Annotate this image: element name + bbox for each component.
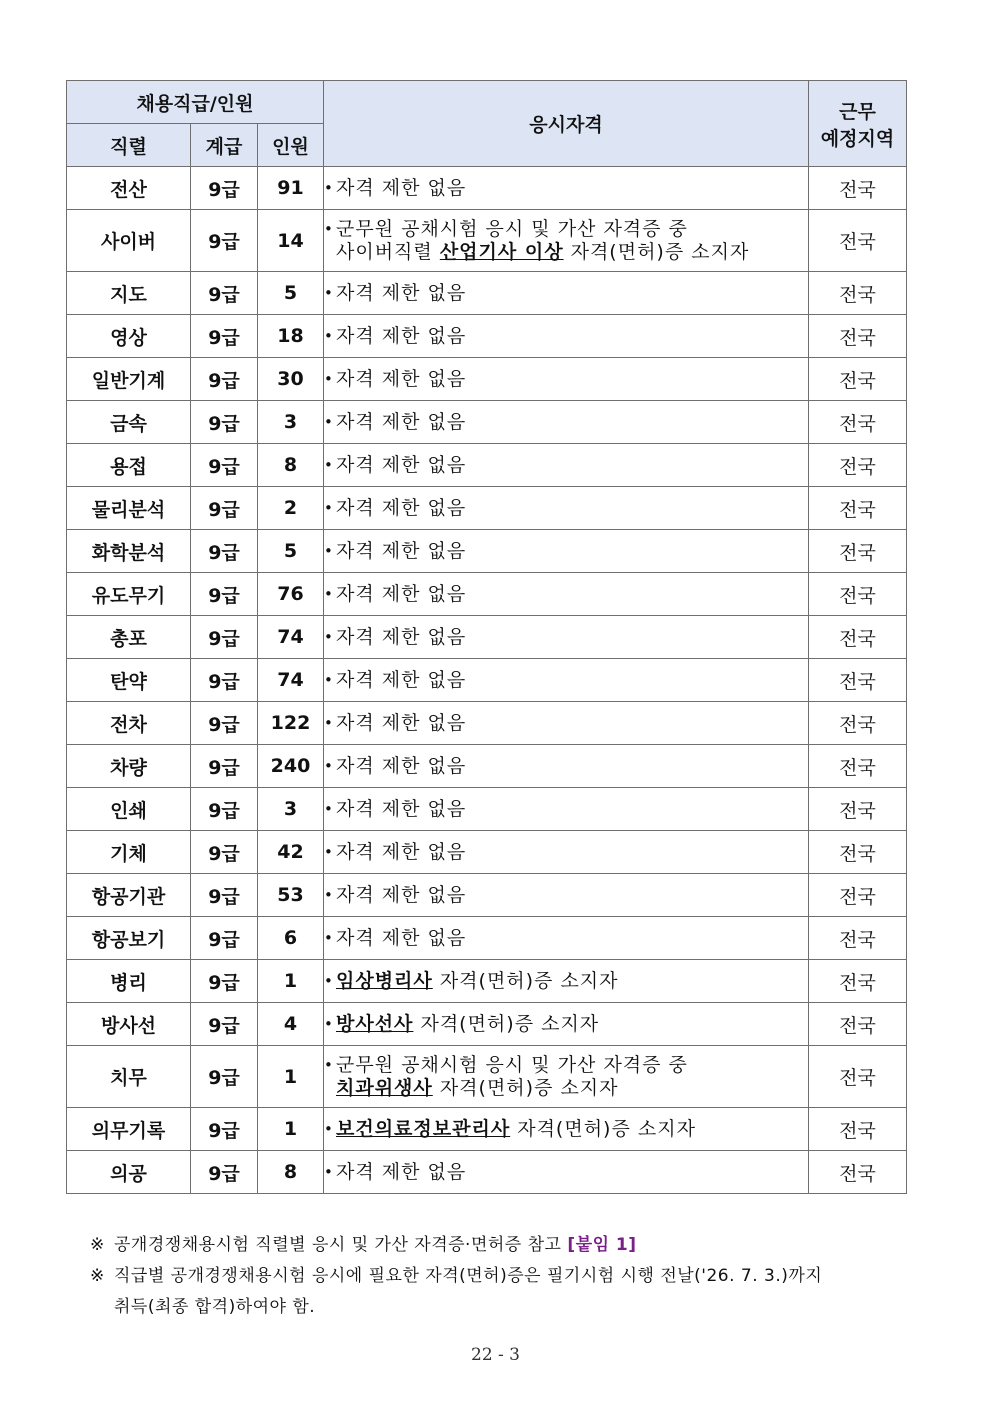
headcount-cell: 74: [258, 616, 324, 659]
qualification-segment: 자격 제한 없음: [336, 711, 467, 734]
qualification-segment: 자격 제한 없음: [336, 496, 467, 519]
job-series-cell: 차량: [67, 745, 191, 788]
job-series-cell: 화학분석: [67, 530, 191, 573]
qualification-cell: [324, 745, 809, 788]
table-row: [67, 530, 907, 573]
qualification-cell: [324, 444, 809, 487]
headcount-cell: 3: [258, 401, 324, 444]
headcount-cell: 3: [258, 788, 324, 831]
grade-cell: 9급: [191, 1151, 258, 1194]
bullet-icon: •: [324, 885, 333, 904]
header-recruit-group: 채용직급/인원: [67, 81, 324, 124]
region-cell: 전국: [809, 272, 907, 315]
qualification-text: [336, 841, 808, 864]
job-series-cell: 전차: [67, 702, 191, 745]
job-series-cell: 의공: [67, 1151, 191, 1194]
qualification-segment: 자격 제한 없음: [336, 1160, 467, 1183]
header-region: [809, 81, 907, 167]
region-cell: 전국: [809, 1046, 907, 1108]
qualification-segment: 자격 제한 없음: [336, 668, 467, 691]
qualification-cell: [324, 1108, 809, 1151]
qualification-segment: 자격 제한 없음: [336, 453, 467, 476]
bullet-icon: •: [324, 541, 333, 560]
job-series-cell: 지도: [67, 272, 191, 315]
qualification-line: [324, 218, 808, 241]
qualification-line: [324, 583, 808, 606]
headcount-cell: 4: [258, 1003, 324, 1046]
headcount-cell: 1: [258, 1108, 324, 1151]
grade-cell: 9급: [191, 315, 258, 358]
table-row: [67, 745, 907, 788]
qualification-segment: 자격 제한 없음: [336, 582, 467, 605]
qualification-text: [336, 1161, 808, 1184]
bullet-icon: •: [324, 283, 333, 302]
qualification-line: [324, 798, 808, 821]
header-headcount: 인원: [258, 124, 324, 167]
qualification-text: [336, 884, 808, 907]
qualification-text: [336, 798, 808, 821]
qualification-segment: 자격(면허)증 소지자: [413, 1012, 600, 1035]
headcount-cell: 2: [258, 487, 324, 530]
qualification-text: [336, 1013, 808, 1036]
qualification-segment: 자격 제한 없음: [336, 367, 467, 390]
grade-cell: 9급: [191, 530, 258, 573]
qualification-segment: 자격(면허)증 소지자: [432, 969, 619, 992]
table-row: [67, 167, 907, 210]
bullet-icon: •: [324, 412, 333, 431]
qualification-line: [324, 1161, 808, 1184]
grade-cell: 9급: [191, 573, 258, 616]
qualification-text: [336, 411, 808, 434]
job-series-cell: 방사선: [67, 1003, 191, 1046]
qualification-text: [336, 454, 808, 477]
qualification-segment: 자격 제한 없음: [336, 281, 467, 304]
table-row: [67, 444, 907, 487]
bullet-icon: •: [324, 219, 333, 238]
qualification-segment: 자격 제한 없음: [336, 625, 467, 648]
region-cell: 전국: [809, 1151, 907, 1194]
table-row: [67, 1151, 907, 1194]
bullet-icon: •: [324, 799, 333, 818]
qualification-line: [324, 241, 808, 264]
qualification-line: [324, 626, 808, 649]
bullet-icon: •: [324, 713, 333, 732]
region-cell: 전국: [809, 167, 907, 210]
qualification-line: [324, 927, 808, 950]
region-cell: 전국: [809, 573, 907, 616]
header-qualification: 응시자격: [324, 81, 809, 167]
region-cell: 전국: [809, 702, 907, 745]
required-license-emphasis: 방사선사: [336, 1012, 414, 1035]
headcount-cell: 42: [258, 831, 324, 874]
region-cell: 전국: [809, 960, 907, 1003]
qualification-line: [324, 282, 808, 305]
footnote-2-line1: 직급별 공개경쟁채용시험 응시에 필요한 자격(면허)증은 필기시험 시행 전날('26. 7. 3.)까지: [114, 1266, 823, 1286]
job-series-cell: 탄약: [67, 659, 191, 702]
qualification-line: [324, 712, 808, 735]
table-row: [67, 315, 907, 358]
qualification-cell: [324, 167, 809, 210]
footnote-1-body: [114, 1230, 637, 1261]
qualification-line: [324, 669, 808, 692]
grade-cell: 9급: [191, 960, 258, 1003]
region-cell: 전국: [809, 788, 907, 831]
region-cell: 전국: [809, 659, 907, 702]
qualification-text: [336, 927, 808, 950]
region-cell: 전국: [809, 210, 907, 272]
headcount-cell: 5: [258, 530, 324, 573]
region-cell: 전국: [809, 487, 907, 530]
headcount-cell: 122: [258, 702, 324, 745]
bullet-icon: •: [324, 326, 333, 345]
qualification-text: [336, 669, 808, 692]
qualification-text: [336, 626, 808, 649]
qualification-cell: [324, 831, 809, 874]
qualification-cell: [324, 487, 809, 530]
qualification-cell: [324, 874, 809, 917]
headcount-cell: 8: [258, 1151, 324, 1194]
footnote-1-text: 공개경쟁채용시험 직렬별 응시 및 가산 자격증·면허증 참고: [114, 1235, 562, 1255]
job-series-cell: 병리: [67, 960, 191, 1003]
table-row: [67, 573, 907, 616]
table-row: [67, 960, 907, 1003]
job-series-cell: 영상: [67, 315, 191, 358]
qualification-cell: [324, 917, 809, 960]
bullet-icon: •: [324, 1162, 333, 1181]
qualification-text: [336, 241, 808, 264]
qualification-text: [336, 177, 808, 200]
grade-cell: 9급: [191, 1046, 258, 1108]
table-row: [67, 831, 907, 874]
required-license-emphasis: 치과위생사: [336, 1076, 433, 1099]
qualification-text: [336, 218, 808, 241]
grade-cell: 9급: [191, 358, 258, 401]
recruitment-table: [66, 80, 907, 1194]
qualification-cell: [324, 401, 809, 444]
qualification-line: [324, 841, 808, 864]
grade-cell: 9급: [191, 401, 258, 444]
qualification-segment: 자격 제한 없음: [336, 797, 467, 820]
footnote-2-body: [114, 1261, 822, 1323]
job-series-cell: 사이버: [67, 210, 191, 272]
footnote-2: [90, 1261, 910, 1323]
qualification-text: [336, 325, 808, 348]
qualification-cell: [324, 1046, 809, 1108]
qualification-text: [336, 497, 808, 520]
qualification-cell: [324, 358, 809, 401]
bullet-icon: •: [324, 756, 333, 775]
page-number: 22 - 3: [471, 1345, 520, 1365]
grade-cell: 9급: [191, 831, 258, 874]
bullet-icon: •: [324, 842, 333, 861]
table-row: [67, 917, 907, 960]
qualification-line: [324, 970, 808, 993]
job-series-cell: 일반기계: [67, 358, 191, 401]
job-series-cell: 치무: [67, 1046, 191, 1108]
region-cell: 전국: [809, 831, 907, 874]
qualification-cell: [324, 702, 809, 745]
qualification-line: [324, 454, 808, 477]
bullet-icon: •: [324, 627, 333, 646]
bullet-icon: •: [324, 1055, 333, 1074]
region-cell: 전국: [809, 917, 907, 960]
header-region-line2: 예정지역: [820, 127, 895, 150]
qualification-line: [324, 368, 808, 391]
table-row: [67, 487, 907, 530]
qualification-segment: 군무원 공채시험 응시 및 가산 자격증 중: [336, 1053, 688, 1076]
qualification-cell: [324, 1003, 809, 1046]
qualification-cell: [324, 530, 809, 573]
job-series-cell: 물리분석: [67, 487, 191, 530]
headcount-cell: 91: [258, 167, 324, 210]
grade-cell: 9급: [191, 210, 258, 272]
qualification-cell: [324, 573, 809, 616]
table-row: [67, 358, 907, 401]
headcount-cell: 74: [258, 659, 324, 702]
region-cell: 전국: [809, 401, 907, 444]
attachment-reference: [붙임 1]: [567, 1235, 637, 1255]
job-series-cell: 총포: [67, 616, 191, 659]
required-license-emphasis: 임상병리사: [336, 969, 433, 992]
headcount-cell: 240: [258, 745, 324, 788]
table-row: [67, 401, 907, 444]
footnote-2-line2: 취득(최종 합격)하여야 함.: [114, 1297, 316, 1317]
region-cell: 전국: [809, 1108, 907, 1151]
required-license-emphasis: 산업기사 이상: [439, 240, 564, 263]
grade-cell: 9급: [191, 874, 258, 917]
grade-cell: 9급: [191, 659, 258, 702]
grade-cell: 9급: [191, 444, 258, 487]
region-cell: 전국: [809, 1003, 907, 1046]
table-row: [67, 702, 907, 745]
region-cell: 전국: [809, 874, 907, 917]
qualification-cell: [324, 210, 809, 272]
header-grade: 계급: [191, 124, 258, 167]
qualification-line: [324, 1054, 808, 1077]
table-row: [67, 1108, 907, 1151]
qualification-segment: 자격 제한 없음: [336, 176, 467, 199]
headcount-cell: 14: [258, 210, 324, 272]
qualification-line: [324, 1013, 808, 1036]
job-series-cell: 기체: [67, 831, 191, 874]
job-series-cell: 의무기록: [67, 1108, 191, 1151]
qualification-segment: 자격 제한 없음: [336, 926, 467, 949]
required-license-emphasis: 보건의료정보관리사: [336, 1117, 511, 1140]
table-row: [67, 1046, 907, 1108]
qualification-segment: 군무원 공채시험 응시 및 가산 자격증 중: [336, 217, 688, 240]
grade-cell: 9급: [191, 616, 258, 659]
job-series-cell: 전산: [67, 167, 191, 210]
qualification-cell: [324, 1151, 809, 1194]
qualification-text: [336, 282, 808, 305]
footnote-1: [90, 1230, 910, 1261]
table-row: [67, 616, 907, 659]
qualification-segment: 자격 제한 없음: [336, 539, 467, 562]
qualification-line: [324, 411, 808, 434]
bullet-icon: •: [324, 178, 333, 197]
qualification-segment: 자격 제한 없음: [336, 410, 467, 433]
reference-mark-icon: ※: [90, 1235, 105, 1255]
qualification-line: [324, 325, 808, 348]
qualification-line: [324, 540, 808, 563]
bullet-icon: •: [324, 498, 333, 517]
grade-cell: 9급: [191, 788, 258, 831]
qualification-segment: 자격 제한 없음: [336, 883, 467, 906]
table-row: [67, 874, 907, 917]
qualification-text: [336, 583, 808, 606]
region-cell: 전국: [809, 745, 907, 788]
qualification-line: [324, 755, 808, 778]
job-series-cell: 항공보기: [67, 917, 191, 960]
table-row: [67, 272, 907, 315]
qualification-line: [324, 1077, 808, 1100]
grade-cell: 9급: [191, 702, 258, 745]
headcount-cell: 76: [258, 573, 324, 616]
headcount-cell: 1: [258, 1046, 324, 1108]
table-row: [67, 788, 907, 831]
bullet-icon: •: [324, 971, 333, 990]
grade-cell: 9급: [191, 272, 258, 315]
bullet-icon: •: [324, 928, 333, 947]
qualification-line: [324, 884, 808, 907]
bullet-icon: •: [324, 369, 333, 388]
qualification-text: [336, 970, 808, 993]
qualification-segment: 자격 제한 없음: [336, 324, 467, 347]
bullet-icon: •: [324, 1014, 333, 1033]
job-series-cell: 용접: [67, 444, 191, 487]
headcount-cell: 53: [258, 874, 324, 917]
bullet-icon: •: [324, 1119, 333, 1138]
qualification-cell: [324, 616, 809, 659]
job-series-cell: 유도무기: [67, 573, 191, 616]
qualification-segment: 자격 제한 없음: [336, 840, 467, 863]
headcount-cell: 18: [258, 315, 324, 358]
footnotes: [90, 1230, 910, 1323]
region-cell: 전국: [809, 616, 907, 659]
bullet-icon: •: [324, 584, 333, 603]
grade-cell: 9급: [191, 487, 258, 530]
grade-cell: 9급: [191, 1003, 258, 1046]
region-cell: 전국: [809, 444, 907, 487]
qualification-text: [336, 755, 808, 778]
job-series-cell: 금속: [67, 401, 191, 444]
qualification-line: [324, 1118, 808, 1141]
bullet-icon: •: [324, 455, 333, 474]
qualification-segment: 자격(면허)증 소지자: [563, 240, 750, 263]
qualification-segment: 자격 제한 없음: [336, 754, 467, 777]
job-series-cell: 항공기관: [67, 874, 191, 917]
headcount-cell: 6: [258, 917, 324, 960]
qualification-segment: 자격(면허)증 소지자: [510, 1117, 696, 1140]
qualification-text: [336, 712, 808, 735]
header-job-series: 직렬: [67, 124, 191, 167]
qualification-segment: 자격(면허)증 소지자: [432, 1076, 619, 1099]
job-series-cell: 인쇄: [67, 788, 191, 831]
qualification-text: [336, 1054, 808, 1077]
table-row: [67, 1003, 907, 1046]
region-cell: 전국: [809, 315, 907, 358]
qualification-cell: [324, 788, 809, 831]
grade-cell: 9급: [191, 745, 258, 788]
qualification-text: [336, 368, 808, 391]
grade-cell: 9급: [191, 167, 258, 210]
region-cell: 전국: [809, 358, 907, 401]
qualification-cell: [324, 960, 809, 1003]
grade-cell: 9급: [191, 1108, 258, 1151]
qualification-line: [324, 497, 808, 520]
qualification-line: [324, 177, 808, 200]
region-cell: 전국: [809, 530, 907, 573]
headcount-cell: 1: [258, 960, 324, 1003]
header-region-line1: 근무: [839, 100, 876, 123]
qualification-cell: [324, 659, 809, 702]
headcount-cell: 30: [258, 358, 324, 401]
bullet-icon: •: [324, 670, 333, 689]
reference-mark-icon: ※: [90, 1266, 105, 1286]
qualification-segment: 사이버직렬: [336, 240, 440, 263]
table-row: [67, 210, 907, 272]
grade-cell: 9급: [191, 917, 258, 960]
headcount-cell: 5: [258, 272, 324, 315]
qualification-text: [336, 540, 808, 563]
qualification-cell: [324, 315, 809, 358]
qualification-text: [336, 1077, 808, 1100]
table-row: [67, 659, 907, 702]
qualification-text: [336, 1118, 808, 1141]
headcount-cell: 8: [258, 444, 324, 487]
qualification-cell: [324, 272, 809, 315]
